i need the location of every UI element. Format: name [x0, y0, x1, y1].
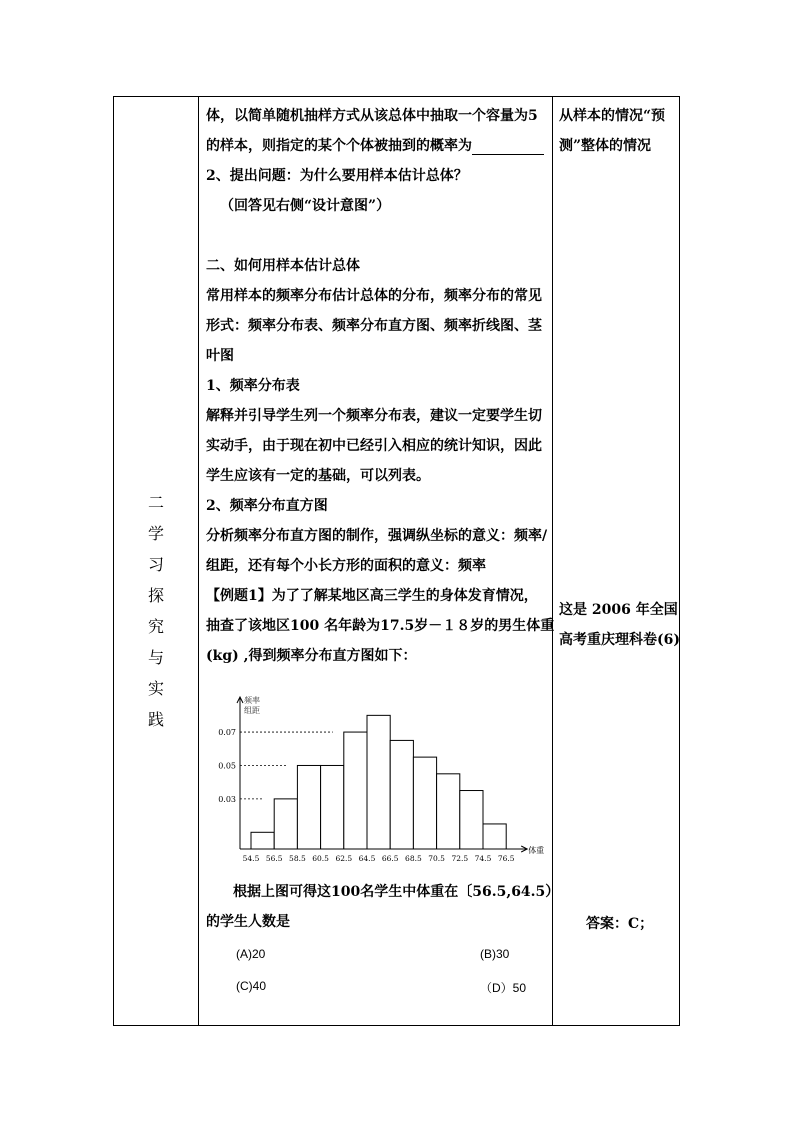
- text-line: 常用样本的频率分布估计总体的分布，频率分布的常见: [206, 288, 542, 304]
- histogram-bar: [483, 824, 506, 849]
- source-note: [559, 595, 679, 655]
- option-b: (B)30: [480, 947, 510, 961]
- text-line: 叶图: [206, 348, 234, 364]
- subheading: 2、频率分布直方图: [206, 498, 328, 514]
- section-label-column: [114, 97, 198, 1025]
- histogram-bar: [321, 765, 344, 849]
- text-span: 的样本，则指定的某个个体被抽到的概率为: [206, 138, 472, 154]
- note-line: 测”整体的情况: [559, 138, 652, 154]
- frequency-histogram: [206, 687, 545, 872]
- subheading: 1、频率分布表: [206, 378, 300, 394]
- option-c: (C)40: [236, 979, 267, 993]
- x-tick-label: 64.5: [358, 854, 376, 863]
- histogram-bar: [390, 740, 413, 849]
- histogram-bar: [413, 757, 436, 849]
- example-line: 抽查了该地区100 名年龄为17.5岁－１８岁的男生体重: [206, 618, 555, 634]
- text-line: [206, 221, 552, 251]
- histogram-bar: [460, 791, 483, 849]
- design-intent-note: [559, 101, 679, 161]
- section-label-char: 二: [147, 493, 164, 512]
- histogram-bar: [437, 774, 460, 849]
- example-line: 【例题1】为了了解某地区高三学生的身体发育情况，: [206, 588, 538, 604]
- histogram-bar: [251, 832, 274, 849]
- text-line: （回答见右侧“设计意图”）: [220, 198, 391, 214]
- section-label-char: 践: [147, 710, 164, 729]
- text-line: 学生应该有一定的基础，可以列表。: [206, 468, 430, 484]
- answer-blank: [472, 138, 544, 155]
- y-axis-label: 频率: [244, 696, 260, 705]
- text-line: 形式：频率分布表、频率分布直方图、频率折线图、茎: [206, 318, 542, 334]
- x-tick-label: 66.5: [381, 854, 399, 863]
- text-line: [206, 131, 552, 161]
- answer-note: [586, 909, 706, 939]
- option-d: （D）50: [480, 981, 527, 995]
- x-tick-label: 74.5: [474, 854, 492, 863]
- x-tick-label: 60.5: [312, 854, 329, 863]
- y-tick-label: 0.05: [218, 761, 236, 771]
- x-tick-label: 54.5: [242, 854, 260, 863]
- histogram-bar: [297, 765, 320, 849]
- example-line: (kg) ,得到频率分布直方图如下：: [206, 648, 417, 664]
- section-heading: 二、如何用样本估计总体: [206, 258, 360, 274]
- main-content: [206, 101, 555, 671]
- section-label-char: 学: [147, 524, 164, 543]
- text-line: 体，以简单随机抽样方式从该总体中抽取一个容量为5: [206, 108, 538, 124]
- text-line: 根据上图可得这100名学生中体重在〔56.5,64.5）: [233, 884, 560, 900]
- section-label-char: 与: [147, 648, 164, 667]
- histogram-bar: [274, 799, 297, 849]
- note-line: 这是 2006 年全国: [559, 602, 678, 618]
- histogram-bar: [367, 715, 390, 849]
- x-tick-label: 72.5: [451, 854, 469, 863]
- text-line: 2、提出问题：为什么要用样本估计总体？: [206, 168, 468, 184]
- x-axis-label: 体重: [528, 846, 545, 855]
- x-tick-label: 70.5: [428, 854, 445, 863]
- x-tick-label: 68.5: [405, 854, 422, 863]
- section-label-char: 实: [147, 679, 164, 698]
- answer-text: 答案：C；: [586, 916, 654, 932]
- text-line: 解释并引导学生列一个频率分布表，建议一定要学生切: [206, 408, 542, 424]
- histogram-bar: [344, 732, 367, 849]
- text-line: 分析频率分布直方图的制作，强调纵坐标的意义：频率/: [206, 528, 548, 544]
- section-label-char: 探: [147, 586, 164, 605]
- section-label-char: 习: [147, 555, 164, 574]
- column-divider-1: [198, 97, 199, 1025]
- lesson-table: [113, 96, 680, 1026]
- note-line: 高考重庆理科卷(6): [559, 632, 680, 648]
- text-line: 的学生人数是: [206, 914, 290, 930]
- question-text: [206, 877, 560, 937]
- x-tick-label: 76.5: [497, 854, 515, 863]
- note-line: 从样本的情况“预: [559, 108, 666, 124]
- section-label: [145, 487, 167, 735]
- y-tick-label: 0.07: [218, 728, 236, 738]
- x-tick-label: 58.5: [289, 854, 306, 863]
- text-line: 实动手，由于现在初中已经引入相应的统计知识，因此: [206, 438, 542, 454]
- text-line: 组距，还有每个小长方形的面积的意义：频率: [206, 558, 486, 574]
- y-axis-label: 组距: [244, 706, 260, 715]
- x-tick-label: 62.5: [335, 854, 353, 863]
- section-label-char: 究: [147, 617, 164, 636]
- y-tick-label: 0.03: [218, 794, 236, 804]
- option-a: (A)20: [236, 947, 266, 961]
- x-tick-label: 56.5: [265, 854, 283, 863]
